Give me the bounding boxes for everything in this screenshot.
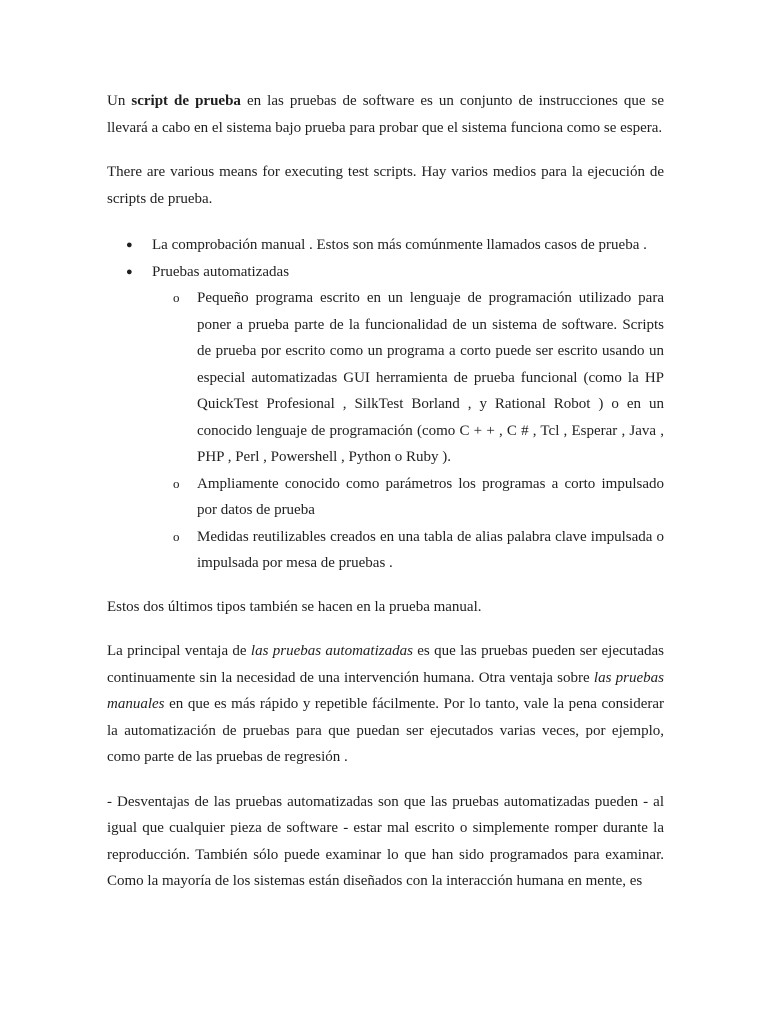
list-item-manual [126, 232, 664, 259]
paragraph-disadvantages: - Desventajas de las pruebas automatizadas son que las pruebas automatizadas pueden - al igual que cualquier pieza de software - estar mal escrito o simplemente romper durante la reproducción. También sólo puede examinar lo que han sido programados para examinar. Como la mayoría de los sistemas están diseñados con la interacción humana en mente, es [107, 793, 664, 889]
circle-bullet-icon: o [173, 475, 180, 491]
sublist-item [173, 471, 664, 524]
list-item-automated [126, 259, 664, 577]
sublist-item-text: Pequeño programa escrito en un lenguaje de programación utilizado para poner a prueba parte de la funcionalidad de un sistema de software. Scripts de prueba por escrito como un programa a corto puede ser escrito usando un especial automatizadas GUI herramienta de prueba funcional (como la HP QuickTest Profesional , SilkTest Borland , y Rational Robot ) o en un conocido lenguaje de programación (como C + + , C # , Tcl , Esperar , Java , PHP , Perl , Powershell , Python o Ruby ). [197, 290, 664, 465]
paragraph-intro [107, 88, 664, 141]
circle-bullet-icon: o [173, 290, 180, 305]
intro-prefix: Un [107, 93, 132, 109]
term-pruebas-manuales: las pruebas manuales [107, 669, 664, 712]
list-item-automated-text: Pruebas automatizadas [152, 263, 290, 280]
advantages-text-2: es que las pruebas pueden ser ejecutadas continuamente sin la necesidad de una intervención humana. Otra ventaja sobre [107, 643, 664, 686]
intro-rest: en las pruebas de software es un conjunto de instrucciones que se llevará a cabo en el sistema bajo prueba para probar que el sistema funciona como se espera. [107, 93, 665, 136]
advantages-text-1: La principal ventaja de [107, 643, 251, 659]
advantages-text-3: en que es más rápido y repetible fácilmente. Por lo tanto, vale la pena considerar la automatización de pruebas para que puedan ser ejecutados varias veces, por ejemplo, como parte de las pruebas de regresión . [107, 696, 664, 765]
bullet-icon: ● [126, 239, 133, 251]
sublist-item [173, 524, 664, 577]
bullet-icon: ● [126, 265, 133, 278]
sublist-item-text: Medidas reutilizables creados en una tabla de alias palabra clave impulsada o impulsada por mesa de pruebas . [197, 528, 664, 571]
circle-bullet-icon: o [173, 528, 180, 544]
term-pruebas-automatizadas: las pruebas automatizadas [250, 643, 413, 659]
paragraph-advantages [107, 638, 664, 771]
automated-sublist [152, 285, 664, 577]
paragraph-means: There are various means for executing test scripts. Hay varios medios para la ejecución de scripts de prueba. [107, 164, 664, 207]
term-script-de-prueba: script de prueba [131, 93, 241, 109]
sublist-item-text: Ampliamente conocido como parámetros los programas a corto impulsado por datos de prueba [197, 475, 664, 518]
paragraph-manual-note: Estos dos últimos tipos también se hacen en la prueba manual. [107, 598, 482, 615]
test-means-list [107, 232, 664, 577]
list-item-manual-text: La comprobación manual . Estos son más comúnmente llamados casos de prueba . [152, 237, 647, 253]
sublist-item [173, 285, 664, 471]
